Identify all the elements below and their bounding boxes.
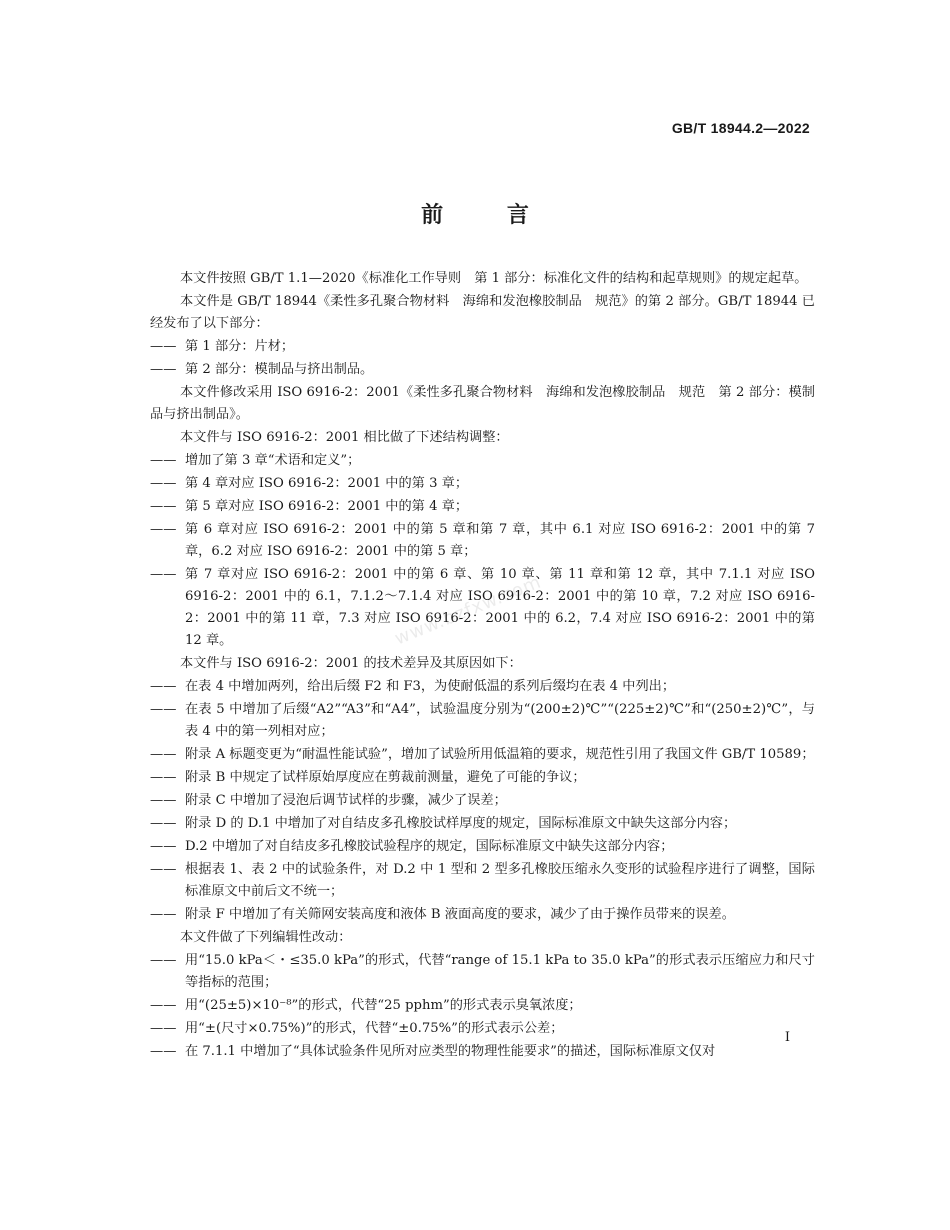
paragraph-text: 附录 D 的 D.1 中增加了对自结皮多孔橡胶试样厚度的规定，国际标准原文中缺失这部分内容；: [185, 816, 737, 831]
list-item: [150, 836, 815, 858]
list-item: [150, 950, 815, 994]
dash-marker: ——: [150, 747, 177, 762]
dash-marker: ——: [150, 1044, 177, 1059]
dash-marker: ——: [150, 453, 177, 468]
dash-marker: ——: [150, 793, 177, 808]
dash-marker: ——: [150, 953, 177, 968]
dash-marker: ——: [150, 476, 177, 491]
paragraph-text: 附录 A 标题变更为“耐温性能试验”，增加了试验所用低温箱的要求，规范性引用了我国文件 GB/T 10589；: [185, 747, 815, 762]
paragraph-text: 本文件是 GB/T 18944《柔性多孔聚合物材料 海绵和发泡橡胶制品 规范》的第 2 部分。GB/T 18944 已经发布了以下部分：: [150, 294, 815, 331]
paragraph-text: 根据表 1、表 2 中的试验条件，对 D.2 中 1 型和 2 型多孔橡胶压缩永久变形的试验程序进行了调整，国际标准原文中前后文不统一；: [185, 862, 815, 899]
paragraph-text: 第 1 部分：片材；: [185, 339, 295, 354]
list-item: [150, 1018, 815, 1040]
dash-marker: ——: [150, 998, 177, 1013]
paragraph-text: 本文件按照 GB/T 1.1—2020《标准化工作导则 第 1 部分：标准化文件的结构和起草规则》的规定起草。: [180, 271, 808, 286]
paragraph-text: 第 6 章对应 ISO 6916-2：2001 中的第 5 章和第 7 章，其中 6.1 对应 ISO 6916-2：2001 中的第 7 章，6.2 对应 ISO 6916-2：2001 中的第 5 章；: [185, 522, 815, 559]
paragraph-text: D.2 中增加了对自结皮多孔橡胶试验程序的规定，国际标准原文中缺失这部分内容；: [185, 839, 674, 854]
list-item: [150, 519, 815, 563]
paragraph-text: 在表 5 中增加了后缀“A2”“A3”和“A4”，试验温度分别为“(200±2)℃”“(225±2)℃”和“(250±2)℃”，与表 4 中的第一列相对应；: [185, 702, 815, 739]
dash-marker: ——: [150, 839, 177, 854]
list-item: [150, 564, 815, 652]
paragraph-text: 第 7 章对应 ISO 6916-2：2001 中的第 6 章、第 10 章、第 11 章和第 12 章，其中 7.1.1 对应 ISO 6916-2：2001 中的 6.1，7.1.2～7.1.4 对应 ISO 6916-2：2001 中的第 10 章，7.2 对应 ISO 6916-2：2001 中的第 11 章，7.3 对应 ISO 6916-2：2001 中的 6.2，7.4 对应 ISO 6916-2：2001 中的第 12 章。: [185, 567, 815, 648]
page-number: I: [784, 1030, 790, 1045]
paragraph: [150, 427, 815, 449]
list-item: [150, 995, 815, 1017]
watermark: www.bzfxw.com: [391, 571, 545, 650]
dash-marker: ——: [150, 702, 177, 717]
dash-marker: ——: [150, 679, 177, 694]
dash-marker: ——: [150, 770, 177, 785]
paragraph-text: 用“±(尺寸×0.75%)”的形式，代替“±0.75%”的形式表示公差；: [185, 1021, 564, 1036]
paragraph-text: 增加了第 3 章“术语和定义”；: [185, 453, 361, 468]
list-item: [150, 450, 815, 472]
paragraph-text: 附录 B 中规定了试样原始厚度应在剪裁前测量，避免了可能的争议；: [185, 770, 586, 785]
paragraph-text: 本文件与 ISO 6916-2：2001 相比做了下述结构调整：: [180, 430, 509, 445]
dash-marker: ——: [150, 862, 177, 877]
dash-marker: ——: [150, 522, 177, 537]
list-item: [150, 813, 815, 835]
list-item: [150, 859, 815, 903]
dash-marker: ——: [150, 499, 177, 514]
list-item: [150, 336, 815, 358]
document-body: [150, 268, 815, 1064]
paragraph-text: 附录 F 中增加了有关筛网安装高度和液体 B 液面高度的要求，减少了由于操作员带来的误差。: [185, 907, 735, 922]
paragraph: [150, 927, 815, 949]
dash-marker: ——: [150, 816, 177, 831]
list-item: [150, 676, 815, 698]
paragraph-text: 第 2 部分：模制品与挤出制品。: [185, 362, 374, 377]
paragraph-text: 附录 C 中增加了浸泡后调节试样的步骤，减少了误差；: [185, 793, 507, 808]
paragraph: [150, 291, 815, 335]
list-item: [150, 473, 815, 495]
dash-marker: ——: [150, 567, 177, 582]
paragraph-text: 第 5 章对应 ISO 6916-2：2001 中的第 4 章；: [185, 499, 469, 514]
paragraph: [150, 382, 815, 426]
standard-code: GB/T 18944.2—2022: [671, 120, 810, 136]
list-item: [150, 359, 815, 381]
list-item: [150, 904, 815, 926]
paragraph-text: 本文件做了下列编辑性改动：: [180, 930, 352, 945]
list-item: [150, 790, 815, 812]
list-item: [150, 496, 815, 518]
paragraph-text: 本文件修改采用 ISO 6916-2：2001《柔性多孔聚合物材料 海绵和发泡橡胶制品 规范 第 2 部分：模制品与挤出制品》。: [150, 385, 815, 422]
dash-marker: ——: [150, 1021, 177, 1036]
list-item: [150, 699, 815, 743]
list-item: [150, 767, 815, 789]
paragraph-text: 用“15.0 kPa＜・≤35.0 kPa”的形式，代替“range of 15.1 kPa to 35.0 kPa”的形式表示压缩应力和尺寸等指标的范围；: [185, 953, 815, 990]
dash-marker: ——: [150, 362, 177, 377]
paragraph: [150, 653, 815, 675]
paragraph-text: 在表 4 中增加两列，给出后缀 F2 和 F3，为使耐低温的系列后缀均在表 4 中列出；: [185, 679, 676, 694]
paragraph: [150, 268, 815, 290]
paragraph-text: 本文件与 ISO 6916-2：2001 的技术差异及其原因如下：: [180, 656, 522, 671]
dash-marker: ——: [150, 339, 177, 354]
paragraph-text: 在 7.1.1 中增加了“具体试验条件见所对应类型的物理性能要求”的描述，国际标准原文仅对: [185, 1044, 716, 1059]
list-item: [150, 744, 815, 766]
dash-marker: ——: [150, 907, 177, 922]
list-item: [150, 1041, 815, 1063]
paragraph-text: 用“(25±5)×10⁻⁸”的形式，代替“25 pphm”的形式表示臭氧浓度；: [185, 998, 582, 1013]
paragraph-text: 第 4 章对应 ISO 6916-2：2001 中的第 3 章；: [185, 476, 469, 491]
page-title: 前 言: [421, 203, 557, 228]
